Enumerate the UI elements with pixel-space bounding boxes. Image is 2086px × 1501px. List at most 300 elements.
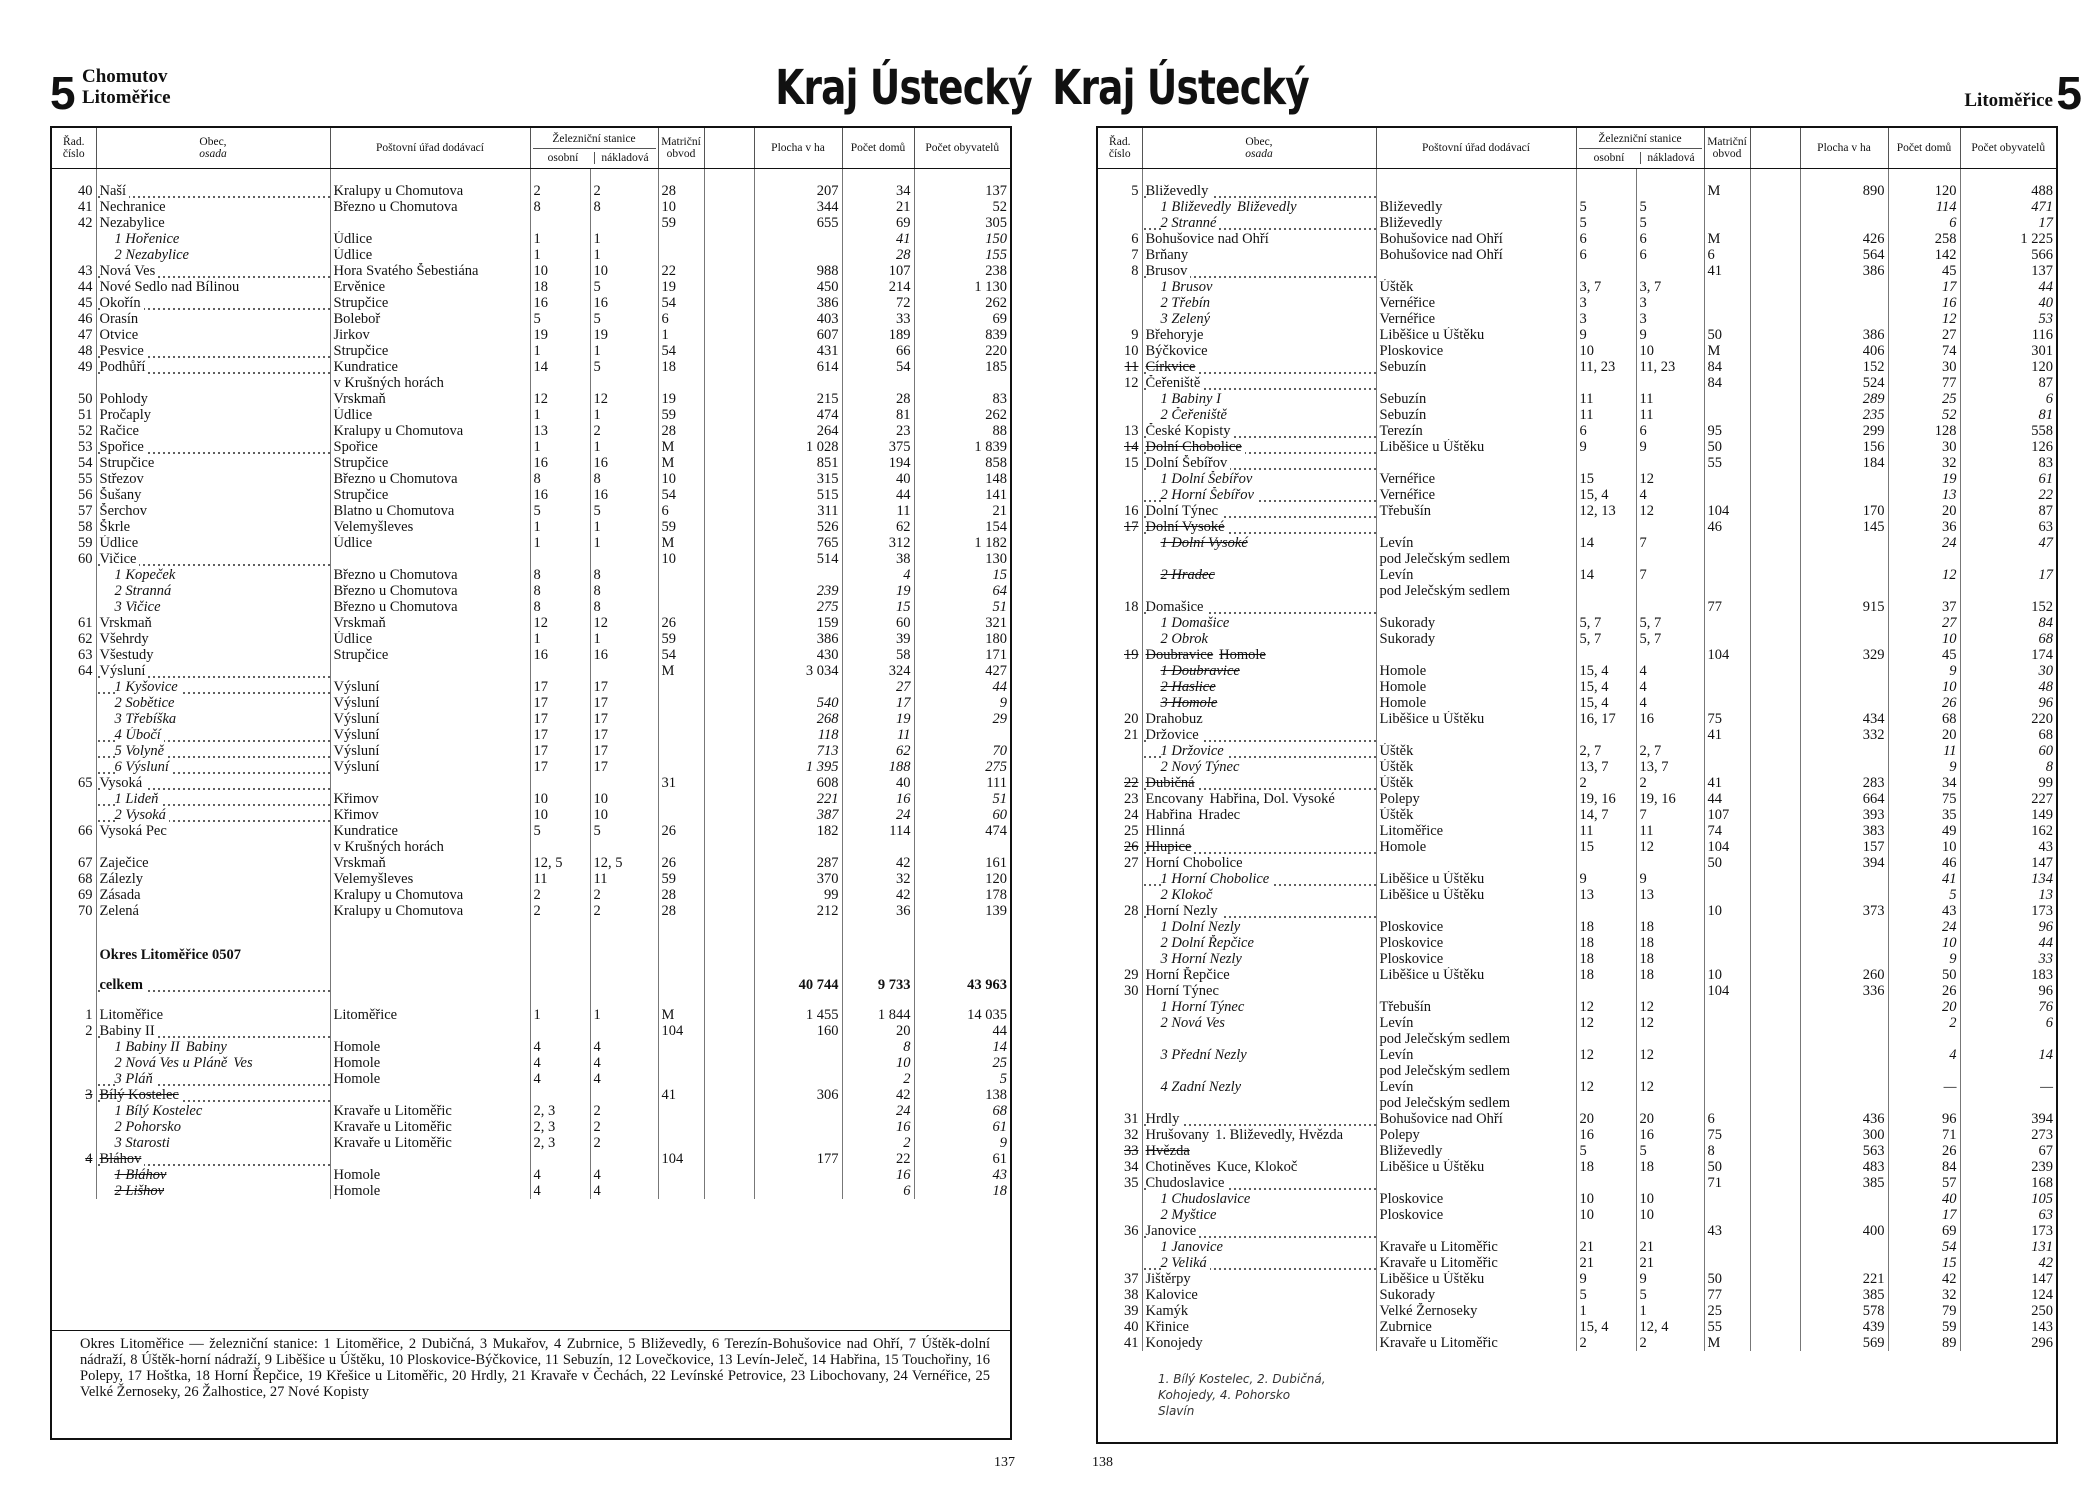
cell-houses [842,169,914,184]
cell-blank [1750,1175,1800,1191]
table-row [1098,1143,2056,1159]
cell-houses: 54 [842,359,914,375]
cell-no [1098,919,1142,935]
cell-post: Homole [330,1167,530,1183]
cell-obec [1142,359,1376,375]
place-name: Hlupice [1146,839,1195,855]
cell-s1: 14 [530,359,590,375]
cell-s2: 12 [590,391,658,407]
cell-blank [704,1023,754,1039]
cell-pop [914,375,1010,391]
cell-houses: 6 [1888,215,1960,231]
cell-blank [1750,903,1800,919]
table-row [1098,535,2056,551]
cell-obec [96,615,330,631]
cell-area [1800,1191,1888,1207]
cell-no: 60 [78,551,93,567]
cell-s2: 17 [590,679,658,695]
cell-pop: 220 [1960,711,2056,727]
table-row [52,311,1010,327]
cell-mat [658,933,704,947]
cell-mat [658,1039,704,1055]
cell-no [52,1071,96,1087]
cell-mat: 10 [1704,903,1750,919]
cell-no: 58 [78,519,93,535]
cell-no [52,1183,96,1199]
cell-mat: 26 [658,823,704,839]
cell-houses [1888,551,1960,567]
cell-area: 540 [754,695,842,711]
cell-post: Levín [1376,1079,1576,1095]
cell-pop: 1 130 [914,279,1010,295]
cell-mat: 107 [1704,807,1750,823]
cell-no: 17 [1124,519,1139,535]
place-name: Chudoslavice [1146,1175,1228,1191]
cell-post [1376,727,1576,743]
place-name: Nová Ves [100,263,159,279]
cell-pop [1960,583,2056,599]
cell-area: 765 [754,535,842,551]
cell-area [1800,311,1888,327]
cell-s1: 17 [530,679,590,695]
cell-area: 890 [1800,183,1888,199]
cell-post: Hora Svatého Šebestiána [330,263,530,279]
cell-obec [96,391,330,407]
cell-area: 306 [754,1087,842,1103]
place-name: Dolní Vysoké [1146,519,1228,535]
cell-blank [704,933,754,947]
cell-no [1098,391,1142,407]
cell-houses: 71 [1888,1127,1960,1143]
place-name: 3 Horní Nezly [1160,951,1242,967]
cell-houses: 13 [1888,487,1960,503]
table-row [1098,1239,2056,1255]
cell-post: Úštěk [1376,775,1576,791]
cell-post: Bliževedly [1376,199,1576,215]
cell-s2: 8 [590,567,658,583]
cell-pop: 33 [1960,951,2056,967]
cell-s1: 2 [1576,775,1636,791]
cell-s2 [1636,1175,1704,1191]
cell-mat: 71 [1704,1175,1750,1191]
cell-area [754,1103,842,1119]
cell-pop: 67 [1960,1143,2056,1159]
cell-blank [1750,887,1800,903]
cell-no [52,231,96,247]
place-name: 1 Kyšovice [115,679,181,695]
place-name: Drahobuz [1145,711,1203,727]
table-row [1098,967,2056,983]
header-post-right: Poštovní úřad dodávací [1376,128,1576,169]
cell-blank [1750,871,1800,887]
cell-blank [1750,183,1800,199]
cell-obec [1142,1031,1376,1047]
place-name: 5 Volyně [115,743,168,759]
cell-area [754,933,842,947]
cell-s1: 6 [1576,423,1636,439]
cell-houses: 20 [1888,999,1960,1015]
cell-blank [704,487,754,503]
cell-pop: 301 [1960,343,2056,359]
cell-s1: 9 [1576,439,1636,455]
cell-s2: 2 [590,423,658,439]
cell-blank [704,759,754,775]
cell-no: 38 [1124,1287,1139,1303]
cell-s1: 15 [1576,471,1636,487]
cell-s2: 17 [590,759,658,775]
cell-pop: 44 [914,1023,1010,1039]
cell-houses [842,919,914,933]
cell-pop: 68 [914,1103,1010,1119]
cell-area: 287 [754,855,842,871]
cell-no: 20 [1124,711,1139,727]
cell-post: Levín [1376,1015,1576,1031]
cell-s1 [1576,169,1636,184]
cell-no: 67 [78,855,93,871]
cell-post [1376,903,1576,919]
cell-s1: 4 [530,1055,590,1071]
table-row [1098,391,2056,407]
cell-houses: 17 [842,695,914,711]
cell-area [754,375,842,391]
cell-s2: 5 [590,311,658,327]
cell-s2: 1 [590,1007,658,1023]
place-name: Výsluní [100,663,149,679]
cell-pop: 61 [914,1151,1010,1167]
cell-post: Homole [330,1055,530,1071]
cell-no [1098,695,1142,711]
cell-post: Třebušín [1376,503,1576,519]
cell-post: Levín [1376,535,1576,551]
cell-area: 275 [754,599,842,615]
cell-s2: 17 [590,711,658,727]
cell-blank [1750,1319,1800,1335]
cell-s1: 19 [530,327,590,343]
cell-blank [1750,343,1800,359]
cell-area: 713 [754,743,842,759]
cell-area [1800,935,1888,951]
cell-area [1800,1079,1888,1095]
cell-s2 [1636,903,1704,919]
place-name: Bílý Kostelec [100,1087,182,1103]
cell-mat: M [658,439,704,455]
cell-blank [1750,215,1800,231]
cell-s2: 12 [1636,503,1704,519]
cell-s2 [590,1087,658,1103]
cell-obec [1142,679,1376,695]
cell-houses: 72 [842,295,914,311]
table-row [1098,1319,2056,1335]
cell-area: 434 [1800,711,1888,727]
place-name: 1 Brusov [1160,279,1213,295]
left-page [0,0,1030,1501]
table-row [1098,487,2056,503]
cell-obec [1142,1143,1376,1159]
cell-post: Homole [1376,839,1576,855]
cell-obec [1142,295,1376,311]
cell-blank [1750,695,1800,711]
cell-no: 9 [1131,327,1139,343]
cell-s1: 4 [530,1071,590,1087]
cell-blank [1750,839,1800,855]
table-row [1098,263,2056,279]
cell-area: 156 [1800,439,1888,455]
cell-blank [1750,711,1800,727]
cell-pop: 6 [1960,1015,2056,1031]
cell-s1: 9 [1576,871,1636,887]
cell-s1: 1 [530,407,590,423]
place-name: Janovice [1146,1223,1200,1239]
cell-s1: 16 [530,487,590,503]
cell-s2: 7 [1636,567,1704,583]
cell-houses: 89 [1888,1335,1960,1351]
cell-no: 42 [78,215,93,231]
cell-obec [96,503,330,519]
cell-blank [704,839,754,855]
cell-area: 563 [1800,1143,1888,1159]
header-no: Řad. číslo [52,128,96,169]
cell-area: 607 [754,327,842,343]
cell-pop [914,947,1010,963]
cell-pop: 60 [1960,743,2056,759]
cell-post: Liběšice u Úštěku [1376,871,1576,887]
place-name: 2 Dolní Řepčice [1160,935,1254,951]
table-row [52,279,1010,295]
cell-mat [658,993,704,1007]
handwritten-annotation: Babiny [185,1039,227,1055]
cell-no [52,679,96,695]
cell-obec [1142,935,1376,951]
cell-obec [1142,231,1376,247]
cell-houses: 43 [1888,903,1960,919]
cell-no [52,759,96,775]
cell-mat: M [658,1007,704,1023]
cell-pop: 137 [1960,263,2056,279]
cell-post [1376,599,1576,615]
cell-obec [96,743,330,759]
cell-blank [704,1167,754,1183]
cell-obec [1142,1191,1376,1207]
cell-houses [842,963,914,977]
cell-mat: 28 [658,423,704,439]
cell-blank [1750,615,1800,631]
cell-post: Strupčice [330,647,530,663]
cell-obec [1142,183,1376,199]
cell-houses: 35 [1888,807,1960,823]
cell-s1: 12, 5 [530,855,590,871]
cell-s1: 12 [1576,1015,1636,1031]
cell-mat: 6 [1704,1111,1750,1127]
cell-pop: 13 [1960,887,2056,903]
cell-post: Boleboř [330,311,530,327]
cell-s1: 15, 4 [1576,679,1636,695]
cell-pop: 25 [914,1055,1010,1071]
cell-s1: 11 [1576,391,1636,407]
cell-post: pod Jelečským sedlem [1376,583,1576,599]
cell-blank [1750,935,1800,951]
cell-blank [1750,407,1800,423]
cell-mat: 46 [1704,519,1750,535]
place-name: celkem [100,977,146,993]
place-name: Nové Sedlo nad Bílinou [99,279,240,295]
cell-obec [96,839,330,855]
cell-area: 450 [754,279,842,295]
cell-s2: 5 [1636,1143,1704,1159]
cell-post: Polepy [1376,1127,1576,1143]
cell-pop: 220 [914,343,1010,359]
handwritten-annotation: Kuce, Klokoč [1216,1159,1298,1175]
cell-s1: 5 [1576,199,1636,215]
cell-blank [1750,263,1800,279]
table-row [52,855,1010,871]
cell-pop: 61 [1960,471,2056,487]
cell-s1 [1576,1031,1636,1047]
cell-no [52,1135,96,1151]
cell-post: Liběšice u Úštěku [1376,967,1576,983]
cell-houses: 11 [842,503,914,519]
cell-obec [1142,471,1376,487]
cell-obec [96,1167,330,1183]
cell-pop: 1 839 [914,439,1010,455]
cell-post: Liběšice u Úštěku [1376,887,1576,903]
place-name: 1 Domašice [1160,615,1230,631]
cell-s2 [1636,647,1704,663]
header-no-right: Řad. číslo [1098,128,1142,169]
cell-post: Výsluní [330,711,530,727]
cell-area: 393 [1800,807,1888,823]
table-row [52,503,1010,519]
cell-obec [1142,1047,1376,1063]
cell-s1 [530,1087,590,1103]
cell-post: Strupčice [330,343,530,359]
cell-mat [658,727,704,743]
cell-obec [96,823,330,839]
cell-houses: 194 [842,455,914,471]
cell-pop: 471 [1960,199,2056,215]
place-name: 3 Starosti [114,1135,170,1151]
cell-houses: 36 [1888,519,1960,535]
cell-post [1376,519,1576,535]
cell-no [52,977,96,993]
cell-houses: 10 [1888,679,1960,695]
cell-no [1098,169,1142,184]
cell-obec [1142,1127,1376,1143]
cell-blank [704,631,754,647]
cell-post: Údlice [330,535,530,551]
cell-houses: 42 [842,1087,914,1103]
region-title-right: Kraj Ústecký [1052,60,1309,116]
cell-area: 474 [754,407,842,423]
cell-blank [704,1039,754,1055]
cell-s2 [1636,169,1704,184]
cell-area: 300 [1800,1127,1888,1143]
cell-area: 386 [1800,263,1888,279]
cell-blank [1750,823,1800,839]
table-row [1098,551,2056,567]
cell-post: Homole [1376,695,1576,711]
cell-s1 [530,933,590,947]
cell-no [1098,295,1142,311]
cell-blank [1750,775,1800,791]
cell-houses: 79 [1888,1303,1960,1319]
cell-pop: 87 [1960,503,2056,519]
cell-area [1800,871,1888,887]
cell-no: 63 [78,647,93,663]
cell-mat [658,1135,704,1151]
cell-no: 41 [78,199,93,215]
cell-obec [96,439,330,455]
cell-area [754,839,842,855]
cell-houses: 60 [842,615,914,631]
cell-mat [658,1071,704,1087]
cell-area: 207 [754,183,842,199]
cell-obec [96,583,330,599]
cell-s2: 12 [1636,471,1704,487]
cell-area [1800,631,1888,647]
cell-obec [96,759,330,775]
cell-s1: 5 [1576,215,1636,231]
cell-pop: 53 [1960,311,2056,327]
cell-s1: 6 [1576,247,1636,263]
cell-houses: 59 [1888,1319,1960,1335]
cell-s2: 2 [1636,775,1704,791]
cell-mat [1704,215,1750,231]
cell-s2 [590,933,658,947]
cell-no: 36 [1124,1223,1139,1239]
cell-post: Křimov [330,807,530,823]
table-row [52,823,1010,839]
cell-area: 524 [1800,375,1888,391]
cell-s1: 15, 4 [1576,663,1636,679]
place-name: Šušany [99,487,142,503]
cell-s1: 2 [530,183,590,199]
cell-area: 655 [754,215,842,231]
table-row [1098,743,2056,759]
handwritten-note-1: 1. Bílý Kostelec, 2. Dubičná, [1158,1372,1326,1386]
cell-mat: M [1704,343,1750,359]
cell-pop: 250 [1960,1303,2056,1319]
cell-pop: 44 [1960,935,2056,951]
cell-area: 370 [754,871,842,887]
cell-mat [1704,1239,1750,1255]
cell-s2: 1 [1636,1303,1704,1319]
cell-pop: 105 [1960,1191,2056,1207]
cell-pop: 6 [1960,391,2056,407]
handwritten-annotation: 1. Bliževedly, Hvězda [1215,1127,1344,1143]
cell-s2 [1636,519,1704,535]
cell-no [1098,535,1142,551]
cell-obec [96,247,330,263]
cell-pop: 171 [914,647,1010,663]
cell-obec [1142,839,1376,855]
cell-mat [1704,1015,1750,1031]
cell-houses: 15 [842,599,914,615]
cell-s2: 4 [590,1039,658,1055]
cell-blank [1750,599,1800,615]
cell-s1 [1576,727,1636,743]
cell-mat [1704,631,1750,647]
cell-area: 400 [1800,1223,1888,1239]
cell-s1: 1 [1576,1303,1636,1319]
handwritten-annotation: Ves [233,1055,253,1071]
cell-s1 [530,775,590,791]
cell-no: 61 [78,615,93,631]
cell-post: Blatno u Chomutova [330,503,530,519]
cell-blank [704,823,754,839]
table-row [1098,711,2056,727]
cell-s2: 18 [1636,967,1704,983]
cell-area: 239 [754,583,842,599]
